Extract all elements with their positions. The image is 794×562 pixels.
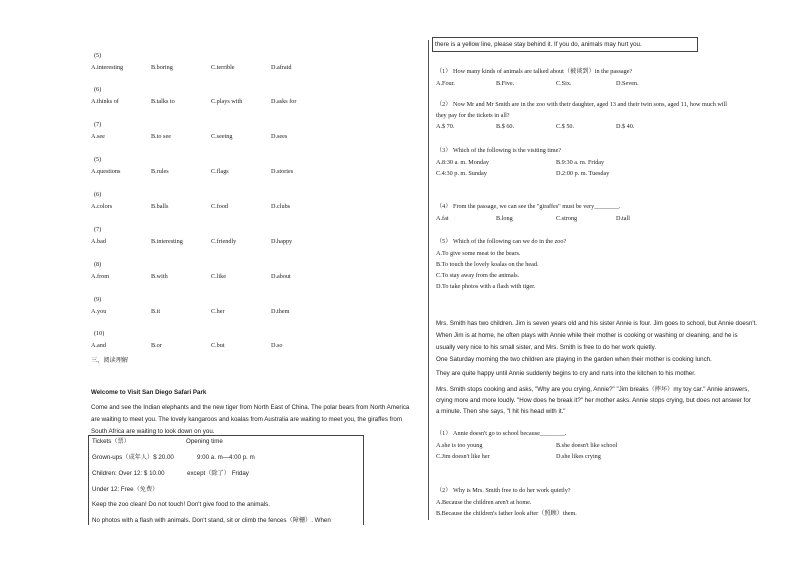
option-d[interactable]: D.stories [271,168,294,175]
passage2-line: Mrs. Smith has two children. Jim is seven years old and his sister Annie is four. Jim goes to school, but Annie doesn't. [436,320,758,327]
option-b[interactable]: B.To touch the lovely koalas on the head. [436,261,539,268]
option-b[interactable]: B.9:30 a. m. Friday [556,159,605,166]
question-number: (5) [94,52,102,59]
passage-title: Welcome to Visit San Diego Safari Park [91,389,207,396]
option-c[interactable]: C.but [211,342,225,349]
column-divider [428,40,429,520]
option-b[interactable]: B.Because the children's father look after（照顾）them. [436,510,577,517]
question-text: （2） Why is Mrs. Smith free to do her work quietly? [436,487,571,494]
passage2-line: usually very nice to his small sister, and Mrs. Smith is free to do her work quietly. [436,344,656,351]
option-a[interactable]: A.questions [91,168,121,175]
passage2-line: One Saturday morning the two children are playing in the garden when their mother is cooking lunch. [436,356,712,363]
option-c[interactable]: C.$ 50. [556,123,575,130]
question-number: (6) [94,191,102,198]
question-text: （1） How many kinds of animals are talked about（被谈到）in the passage? [436,68,633,75]
option-d[interactable]: D.tall [616,215,630,222]
option-d[interactable]: D.so [271,342,283,349]
option-d[interactable]: D.about [271,273,291,280]
rules-line: Keep the zoo clean! Do not touch! Don't give food to the animals. [92,501,270,508]
question-text: （2） Now Mr and Mr Smith are in the zoo with their daughter, aged 13 and their twin sons, aged 11, how much will [436,101,727,108]
option-c[interactable]: C.plays with [211,98,243,105]
opening-hours: 9:00 a. m—4:00 p. m [197,454,255,461]
option-b[interactable]: B.to see [151,133,171,140]
option-b[interactable]: B.Five. [496,80,515,87]
option-d[interactable]: D.happy [271,238,293,245]
passage2-line: When Jim is at home, he often plays with Annie while their mother is cooking or washing or cleaning, and he is [436,332,738,339]
option-d[interactable]: D.sees [271,133,288,140]
option-c[interactable]: C.friendly [211,238,237,245]
passage2-line: crying more and more loudly. "How does he break it?" her mother asks. Annie stops crying, but does not answer for [436,397,751,404]
question-number: (7) [94,226,102,233]
option-c[interactable]: C.terrible [211,64,235,71]
option-a[interactable]: A.she is too young [436,442,483,449]
option-d[interactable]: D.To take photos with a flash with tiger. [436,283,536,290]
option-c[interactable]: C.4:30 p. m. Sunday [436,170,487,177]
option-b[interactable]: B.she doesn't like school [556,442,618,449]
option-a[interactable]: A.from [91,273,110,280]
option-a[interactable]: A.fat [436,215,449,222]
option-a[interactable]: A.interesting [91,64,124,71]
question-text: （3） Which of the following is the visiting time? [436,147,562,154]
option-b[interactable]: B.talks to [151,98,175,105]
option-b[interactable]: B.rules [151,168,169,175]
question-text: （4） From the passage, we can see the "giraffes" must be very________. [436,203,621,210]
passage2-line: a minute. Then she says, "I hit his head with it." [436,408,566,415]
option-d[interactable]: D.Seven. [616,80,639,87]
option-a[interactable]: A.see [91,133,105,140]
option-d[interactable]: D.she likes crying [556,453,601,460]
option-b[interactable]: B.it [151,308,161,315]
option-a[interactable]: A.you [91,308,107,315]
option-a[interactable]: A.Four. [436,80,455,87]
option-a[interactable]: A.To give some meat to the bears. [436,250,521,257]
question-text: （1） Annie doesn't go to school because________. [436,430,567,437]
closing-day: except（除了） Friday [187,470,249,477]
passage2-line: They are quite happy until Annie suddenly begins to cry and runs into the kitchen to his mother. [436,370,696,377]
passage-line: are waiting to meet you. The lovely kangaroos and koalas from Australia are waiting to meet you, the giraffes from [91,416,403,423]
option-a[interactable]: A.8:30 a. m. Monday [436,159,489,166]
option-c[interactable]: C.food [211,203,229,210]
rules-line: No photos with a flash with animals. Don't stand, sit or climb the fences（障栅）. When [92,517,331,524]
option-b[interactable]: B.interesting [151,238,183,245]
question-text: they pay for the tickets in all? [436,112,510,119]
under12-price: Under 12: Free（免费） [92,486,159,493]
option-d[interactable]: D.clubs [271,203,291,210]
option-a[interactable]: A.Because the children aren't at home. [436,499,532,506]
option-a[interactable]: A.bad [91,238,106,245]
question-number: (10) [94,330,105,337]
option-c[interactable]: C.Six. [556,80,572,87]
option-b[interactable]: B.$ 60. [496,123,515,130]
option-b[interactable]: B.with [151,273,168,280]
children-price: Children: Over 12: $ 10.00 [92,470,165,477]
option-b[interactable]: B.balls [151,203,169,210]
option-d[interactable]: D.afraid [271,64,292,71]
passage-line: South Africa are waiting to look down on you. [91,428,215,435]
option-c[interactable]: C.her [211,308,225,315]
option-b[interactable]: B.boring [151,64,173,71]
option-c[interactable]: C.Jim doesn't like her [436,453,490,460]
option-c[interactable]: C.like [211,273,226,280]
passage-line: Come and see the Indian elephants and the new tiger from North East of China. The polar bears from North America [91,404,410,411]
section-heading: 三、阅读理解 [91,357,129,364]
option-a[interactable]: A.$ 70. [436,123,455,130]
option-c[interactable]: C.flags [211,168,229,175]
question-number: (7) [94,121,102,128]
question-number: (9) [94,296,102,303]
tickets-label: Tickets（票） [92,438,130,445]
question-number: (5) [94,156,102,163]
question-text: （5） Which of the following can we do in the zoo? [436,238,567,245]
ticket-info-box-continued [432,37,698,52]
option-b[interactable]: B.long [496,215,513,222]
rules-line: there is a yellow line, please stay behind it. If you do, animals may hurt you. [435,41,642,48]
option-c[interactable]: C.strong [556,215,578,222]
option-d[interactable]: D.$ 40. [616,123,635,130]
option-a[interactable]: A.and [91,342,106,349]
option-a[interactable]: A.colors [91,203,113,210]
ticket-info-box [88,435,364,525]
option-b[interactable]: B.or [151,342,162,349]
question-number: (6) [94,86,102,93]
opening-time-label: Opening time [186,438,223,445]
option-d[interactable]: D.asks for [271,98,297,105]
option-a[interactable]: A.thinks of [91,98,119,105]
question-number: (8) [94,261,102,268]
option-d[interactable]: D.2:00 p. m. Tuesday [556,170,610,177]
option-d[interactable]: D.them [271,308,290,315]
grownups-price: Grown-ups（成年人）$ 20.00 [92,454,174,461]
option-c[interactable]: C.seeing [211,133,233,140]
passage2-line: Mrs. Smith stops cooking and asks, "Why are you crying, Annie?" "Jim breaks（摔坏）my toy car." Annie answers, [436,386,750,393]
option-c[interactable]: C.To stay away from the animals. [436,272,520,279]
